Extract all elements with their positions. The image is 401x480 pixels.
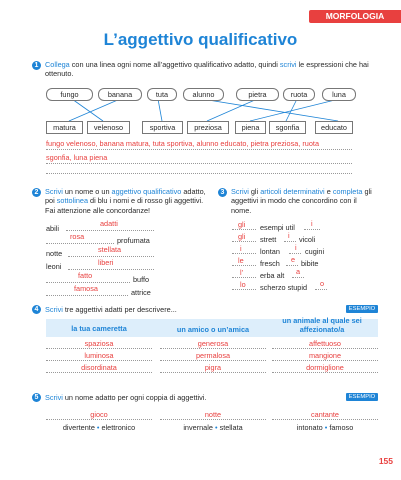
noun-fungo[interactable]: fungo [46, 88, 93, 101]
ex2-row-5-answer: fatto [78, 271, 93, 280]
exercise-2-number: 2 [32, 188, 41, 197]
ex2-row-3-noun: notte [46, 249, 63, 258]
writing-line [46, 163, 352, 164]
adjective-preziosa[interactable]: preziosa [187, 121, 229, 134]
ex2-row-1-answer: adatti [100, 219, 118, 228]
ex4-col-3-item-2: mangione [308, 351, 342, 360]
writing-line [272, 372, 378, 373]
exercise-4-number: 4 [32, 305, 41, 314]
column-header-cameretta: la tua cameretta [71, 324, 127, 333]
ex3-row-3-article: i [240, 244, 242, 253]
ex4-col-1-item-3: disordinata [81, 363, 117, 372]
writing-line [46, 360, 152, 361]
noun-luna[interactable]: luna [322, 88, 356, 101]
adjective-matura[interactable]: matura [46, 121, 83, 134]
adjective-velenoso[interactable]: velenoso [87, 121, 130, 134]
writing-line [289, 253, 301, 254]
ex3-row-4-article: le [238, 256, 244, 265]
ex3-row-5-article: l’ [240, 268, 244, 277]
page-title: L’aggettivo qualificativo [103, 30, 298, 49]
matching-lines [0, 0, 401, 140]
exercise-5-instructions: Scrivi un nome adatto per ogni coppia di aggettivi. [45, 393, 207, 402]
writing-line [160, 419, 266, 420]
ex5-pair-1-adjectives: divertente • elettronico [62, 423, 136, 432]
column-header-animale-line-1: un animale al quale sei [282, 316, 362, 325]
ex2-row-1-noun: abili [46, 224, 59, 233]
ex3-row-6-article: lo [240, 280, 246, 289]
ex2-row-2-answer: rosa [70, 232, 85, 241]
writing-line [232, 265, 256, 266]
writing-line [292, 277, 304, 278]
ex3-row-6-text: scherzo stupid [260, 283, 308, 292]
ex3-row-2-text: strett [260, 235, 277, 244]
exercise-4-instructions: Scrivi tre aggettivi adatti per descrivere... [45, 305, 177, 314]
exercise-3-number: 3 [218, 188, 227, 197]
writing-line [272, 419, 378, 420]
writing-line [284, 241, 296, 242]
writing-line [232, 253, 256, 254]
writing-line [160, 348, 266, 349]
exercise-2-instructions: Scrivi un nome o un aggettivo qualificativo adatto, poi sottolinea di blu i nomi e di rosso gli aggettivi. Fai attenzione alle concordanze! [45, 187, 206, 215]
ex3-row-3-ending: i [295, 243, 297, 252]
ex5-pair-2-answer: notte [204, 410, 222, 419]
noun-banana[interactable]: banana [98, 88, 142, 101]
ex2-row-3-answer: stellata [98, 245, 122, 254]
writing-line [232, 241, 256, 242]
ex4-col-1-item-2: luminosa [84, 351, 114, 360]
ex3-row-4-ending: e [291, 255, 296, 264]
writing-line [160, 360, 266, 361]
writing-line [46, 282, 130, 283]
adjective-sportiva[interactable]: sportiva [142, 121, 183, 134]
adjective-educato[interactable]: educato [315, 121, 353, 134]
writing-line [46, 149, 352, 150]
exercise-1-instructions: Collega con una linea ogni nome all’aggettivo qualificativo adatto, quindi scrivi le espressioni che hai ottenuto. [45, 60, 369, 79]
writing-line [304, 229, 320, 230]
ex4-col-3-item-3: dormiglione [306, 363, 344, 372]
ex4-col-1-item-1: spaziosa [84, 339, 114, 348]
ex2-row-6-answer: famosa [74, 284, 98, 293]
writing-line [232, 229, 256, 230]
ex3-row-3-text: lontan [260, 247, 280, 256]
writing-line [46, 243, 114, 244]
noun-ruota[interactable]: ruota [283, 88, 315, 101]
ex3-row-2-ending: i [288, 231, 290, 240]
ex3-row-2-article: gli [238, 232, 246, 241]
writing-line [46, 173, 352, 174]
ex5-pair-2-adjectives: invernale • stellata [183, 423, 243, 432]
ex3-row-1-ending: i [311, 219, 313, 228]
writing-line [46, 348, 152, 349]
ex2-row-4-answer: liberi [98, 258, 114, 267]
page-number: 155 [378, 456, 393, 466]
ex3-row-4-noun: bibite [301, 259, 319, 268]
writing-line [68, 256, 154, 257]
ex5-pair-1-answer: gioco [90, 410, 108, 419]
writing-line [232, 277, 256, 278]
ex3-row-3-noun: cugini [305, 247, 325, 256]
writing-line [68, 269, 154, 270]
esempio-badge: ESEMPIO [346, 305, 378, 313]
writing-line [46, 419, 152, 420]
ex2-row-6-noun: attrice [131, 288, 151, 297]
ex2-row-5-noun: buffo [133, 275, 150, 284]
writing-line [66, 230, 154, 231]
ex4-col-2-item-1: generosa [197, 339, 229, 348]
adjective-piena[interactable]: piena [235, 121, 266, 134]
section-tag: MORFOLOGIA [309, 10, 401, 23]
ex5-pair-3-adjectives: intonato • famoso [296, 423, 354, 432]
ex3-row-2-noun: vicoli [299, 235, 316, 244]
ex4-col-2-item-3: pigra [204, 363, 222, 372]
ex2-row-4-noun: leoni [46, 262, 62, 271]
exercise-1-number: 1 [32, 61, 41, 70]
ex3-row-4-text: fresch [260, 259, 280, 268]
column-header-amico: un amico o un’amica [176, 325, 250, 334]
ex4-col-3-item-1: affettuoso [309, 339, 341, 348]
writing-line [232, 289, 256, 290]
adjective-sgonfia[interactable]: sgonfia [269, 121, 306, 134]
writing-line [46, 295, 128, 296]
noun-tuta[interactable]: tuta [147, 88, 177, 101]
exercise-5-number: 5 [32, 393, 41, 402]
noun-pietra[interactable]: pietra [236, 88, 279, 101]
noun-alunno[interactable]: alunno [183, 88, 224, 101]
writing-line [286, 265, 298, 266]
ex3-row-6-ending: o [320, 279, 325, 288]
ex4-col-2-item-2: permalosa [195, 351, 231, 360]
ex5-pair-3-answer: cantante [311, 410, 339, 419]
ex3-row-1-text: esempi util [260, 223, 295, 232]
exercise-3-instructions: Scrivi gli articoli determinativi e completa gli aggettivi in modo che concordino con il nome. [231, 187, 372, 215]
esempio-badge: ESEMPIO [346, 393, 378, 401]
writing-line [315, 289, 327, 290]
ex2-row-2-adjective: profumata [117, 236, 150, 245]
exercise-1-answer-line-1: fungo velenoso, banana matura, tuta sportiva, alunno educato, pietra preziosa, ruota [46, 139, 320, 148]
writing-line [272, 360, 378, 361]
ex3-row-1-article: gli [238, 220, 246, 229]
writing-line [272, 348, 378, 349]
column-header-animale-line-2: affezionato/a [299, 325, 345, 334]
ex3-row-5-ending: a [296, 267, 301, 276]
ex3-row-5-text: erba alt [260, 271, 285, 280]
writing-line [160, 372, 266, 373]
writing-line [46, 372, 152, 373]
exercise-1-answer-line-2: sgonfia, luna piena [46, 153, 108, 162]
